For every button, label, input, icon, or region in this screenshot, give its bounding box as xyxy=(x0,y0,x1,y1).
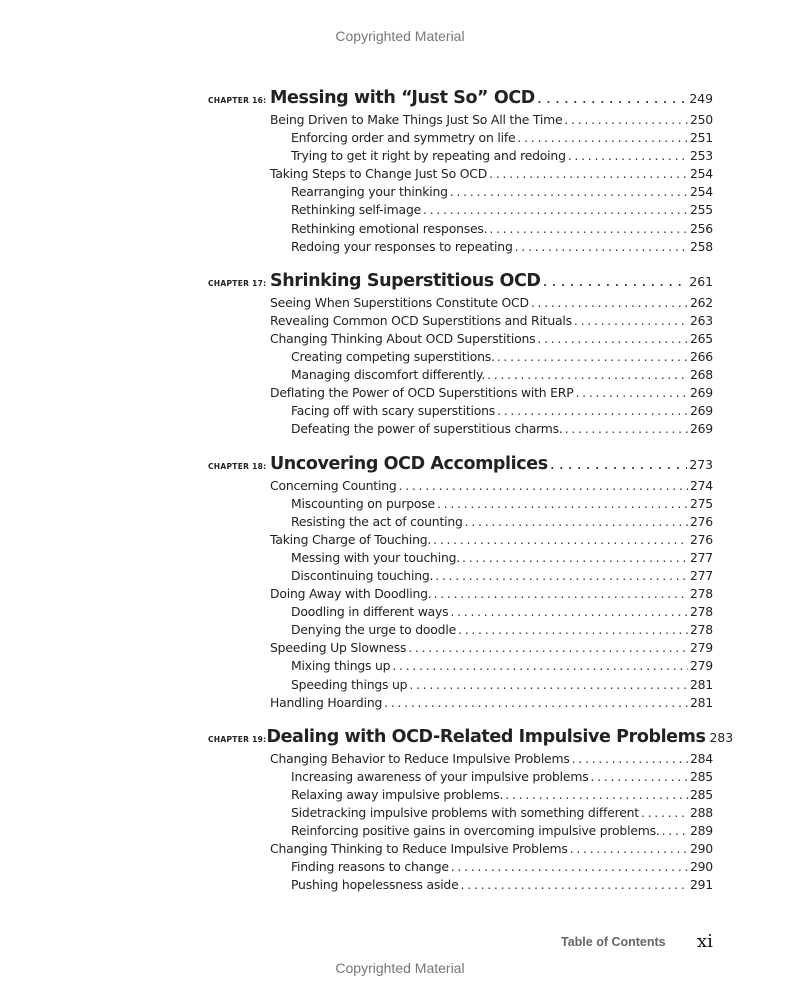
section-entry[interactable] xyxy=(208,841,713,859)
subsection-entry[interactable] xyxy=(208,184,713,202)
entry-page-number: 288 xyxy=(689,805,713,820)
entry-title: Redoing your responses to repeating xyxy=(291,238,513,254)
dot-leader xyxy=(399,478,688,493)
entry-title: Enforcing order and symmetry on life xyxy=(291,130,516,146)
entry-title: Increasing awareness of your impulsive problems xyxy=(291,768,589,784)
entry-page-number: 285 xyxy=(689,768,713,784)
dot-leader xyxy=(568,148,688,163)
dot-leader xyxy=(433,532,688,547)
subsection-entry[interactable] xyxy=(208,877,713,895)
entry-title: Deflating the Power of OCD Superstitions with ERP xyxy=(270,385,574,401)
entry-title: Speeding Up Slowness xyxy=(270,640,407,656)
entry-title: Concerning Counting xyxy=(270,477,397,493)
entry-page-number: 265 xyxy=(689,330,713,346)
entry-page-number: 278 xyxy=(689,586,713,602)
subsection-entry[interactable] xyxy=(208,239,713,257)
entry-page-number: 269 xyxy=(689,421,713,437)
dot-leader xyxy=(517,130,688,145)
entry-title: Taking Steps to Change Just So OCD xyxy=(270,166,488,182)
copyright-watermark-top: Copyrighted Material xyxy=(335,28,465,44)
dot-leader xyxy=(462,550,688,565)
section-entry[interactable] xyxy=(208,532,713,550)
entry-title: Taking Charge of Touching. xyxy=(270,531,432,547)
subsection-entry[interactable] xyxy=(208,677,713,695)
subsection-entry[interactable] xyxy=(208,550,713,568)
chapter-page-number: 283 xyxy=(709,729,734,745)
entry-title: Managing discomfort differently. xyxy=(291,367,486,383)
dot-leader xyxy=(537,88,687,107)
dot-leader xyxy=(384,695,688,710)
entry-title: Doodling in different ways xyxy=(291,604,449,620)
entry-title: Miscounting on purpose xyxy=(291,495,435,511)
entry-title: Trying to get it right by repeating and redoing xyxy=(291,148,566,164)
subsection-entry[interactable] xyxy=(208,658,713,676)
entry-page-number: 268 xyxy=(689,367,713,383)
entry-page-number: 258 xyxy=(689,238,713,254)
chapter-title: Shrinking Superstitious OCD xyxy=(270,270,541,291)
entry-title: Rearranging your thinking xyxy=(291,184,448,200)
entry-title: Reinforcing positive gains in overcoming impulsive problems. xyxy=(291,823,660,839)
dot-leader xyxy=(564,112,688,127)
entry-title: Doing Away with Doodling. xyxy=(270,586,432,602)
entry-page-number: 275 xyxy=(689,495,713,511)
entry-page-number: 281 xyxy=(689,694,713,710)
chapter-label: CHAPTER 19: xyxy=(208,734,267,744)
entry-title: Discontinuing touching. xyxy=(291,567,434,583)
entry-page-number: 263 xyxy=(689,312,713,328)
section-entry[interactable] xyxy=(208,295,713,313)
entry-page-number: 278 xyxy=(689,604,713,620)
copyright-watermark-bottom: Copyrighted Material xyxy=(335,960,465,976)
entry-page-number: 290 xyxy=(689,841,713,857)
dot-leader xyxy=(574,313,688,328)
entry-title: Denying the urge to doodle xyxy=(291,622,457,638)
entry-page-number: 276 xyxy=(689,513,713,529)
chapter-title: Messing with “Just So” OCD xyxy=(270,88,535,108)
chapter-heading-row[interactable] xyxy=(208,726,734,751)
dot-leader xyxy=(409,677,688,692)
entry-title: Speeding things up xyxy=(291,676,408,692)
entry-page-number: 250 xyxy=(689,112,713,127)
section-entry[interactable] xyxy=(208,586,713,604)
entry-page-number: 255 xyxy=(689,202,713,218)
subsection-entry[interactable] xyxy=(208,421,713,439)
subsection-entry[interactable] xyxy=(208,349,713,367)
dot-leader xyxy=(575,385,687,400)
entry-title: Changing Behavior to Reduce Impulsive Problems xyxy=(270,750,570,766)
dot-leader xyxy=(458,622,688,637)
chapter-label: CHAPTER 17: xyxy=(208,278,267,288)
section-entry[interactable] xyxy=(208,331,713,349)
section-entry[interactable] xyxy=(208,313,713,331)
toc-chapter xyxy=(208,726,734,896)
entry-title: Rethinking emotional responses. xyxy=(291,220,488,236)
subsection-entry[interactable] xyxy=(208,403,713,421)
chapter-label: CHAPTER 16: xyxy=(208,96,267,105)
entry-page-number: 269 xyxy=(689,385,713,401)
entry-page-number: 276 xyxy=(689,531,713,547)
entry-title: Handling Hoarding xyxy=(270,694,383,710)
dot-leader xyxy=(572,751,688,766)
entry-page-number: 253 xyxy=(689,148,713,164)
entry-title: Messing with your touching. xyxy=(291,549,461,565)
subsection-entry[interactable] xyxy=(208,202,713,220)
subsection-entry[interactable] xyxy=(208,568,713,586)
entry-title: Changing Thinking to Reduce Impulsive Problems xyxy=(270,841,568,857)
entry-page-number: 254 xyxy=(689,184,713,200)
subsection-entry[interactable] xyxy=(208,130,713,148)
entry-page-number: 262 xyxy=(689,294,713,310)
subsection-entry[interactable] xyxy=(208,514,713,532)
entry-title: Rethinking self-image xyxy=(291,202,422,218)
section-entry[interactable] xyxy=(208,166,713,184)
subsection-entry[interactable] xyxy=(208,823,713,841)
subsection-entry[interactable] xyxy=(208,769,713,787)
subsection-entry[interactable] xyxy=(208,787,713,805)
entry-page-number: 277 xyxy=(689,549,713,565)
dot-leader xyxy=(487,367,688,382)
chapter-label: CHAPTER 18: xyxy=(208,461,267,471)
chapter-heading-row[interactable] xyxy=(208,454,713,478)
subsection-entry[interactable] xyxy=(208,367,713,385)
entry-page-number: 266 xyxy=(689,349,713,365)
running-footer-section: Table of Contents xyxy=(561,935,666,949)
chapter-heading-row[interactable] xyxy=(208,88,713,112)
dot-leader xyxy=(550,454,688,473)
subsection-entry[interactable] xyxy=(208,622,713,640)
section-entry[interactable] xyxy=(208,695,713,713)
chapter-page-number: 273 xyxy=(689,456,713,472)
entry-page-number: 291 xyxy=(689,877,713,893)
entry-page-number: 269 xyxy=(689,403,713,419)
entry-page-number: 285 xyxy=(689,786,713,802)
toc-chapter xyxy=(208,454,713,713)
entry-page-number: 279 xyxy=(689,658,713,674)
page-number: xi xyxy=(697,931,713,952)
entry-page-number: 284 xyxy=(689,750,713,766)
dot-leader xyxy=(662,823,688,838)
dot-leader xyxy=(497,349,688,364)
dot-leader xyxy=(565,421,688,436)
entry-page-number: 279 xyxy=(689,640,713,656)
entry-page-number: 289 xyxy=(689,823,713,839)
dot-leader xyxy=(641,805,688,820)
entry-title: Resisting the act of counting xyxy=(291,513,463,529)
entry-page-number: 254 xyxy=(689,166,713,182)
entry-title: Defeating the power of superstitious charms. xyxy=(291,421,563,437)
dot-leader xyxy=(392,658,688,673)
subsection-entry[interactable] xyxy=(208,496,713,514)
subsection-entry[interactable] xyxy=(208,604,713,622)
dot-leader xyxy=(489,221,688,236)
dot-leader xyxy=(450,604,688,619)
section-entry[interactable] xyxy=(208,478,713,496)
entry-title: Changing Thinking About OCD Superstitions xyxy=(270,330,536,346)
entry-title: Seeing When Superstitions Constitute OCD xyxy=(270,294,529,310)
dot-leader xyxy=(435,568,688,583)
entry-title: Creating competing superstitions. xyxy=(291,349,495,365)
dot-leader xyxy=(497,403,688,418)
dot-leader xyxy=(434,586,688,601)
entry-page-number: 290 xyxy=(689,859,713,875)
chapter-page-number: 249 xyxy=(689,91,713,106)
subsection-entry[interactable] xyxy=(208,221,713,239)
dot-leader xyxy=(590,769,687,784)
entry-page-number: 278 xyxy=(689,622,713,638)
dot-leader xyxy=(537,331,688,346)
entry-title: Finding reasons to change xyxy=(291,859,449,875)
entry-page-number: 274 xyxy=(689,477,713,493)
dot-leader xyxy=(423,202,688,217)
chapter-title: Dealing with OCD-Related Impulsive Problems xyxy=(266,726,706,747)
entry-title: Mixing things up xyxy=(291,658,391,674)
section-entry[interactable] xyxy=(208,751,713,769)
toc-chapter xyxy=(208,88,713,257)
section-entry[interactable] xyxy=(208,112,713,130)
dot-leader xyxy=(437,496,688,511)
entry-page-number: 256 xyxy=(689,220,713,236)
dot-leader xyxy=(515,239,688,254)
subsection-entry[interactable] xyxy=(208,148,713,166)
subsection-entry[interactable] xyxy=(208,805,713,823)
entry-title: Sidetracking impulsive problems with something different xyxy=(291,805,639,820)
section-entry[interactable] xyxy=(208,640,713,658)
dot-leader xyxy=(531,295,688,310)
dot-leader xyxy=(505,787,688,802)
chapter-heading-row[interactable] xyxy=(208,271,713,295)
subsection-entry[interactable] xyxy=(208,859,713,877)
dot-leader xyxy=(451,859,688,874)
dot-leader xyxy=(450,184,688,199)
entry-title: Relaxing away impulsive problems. xyxy=(291,786,504,802)
toc-chapter xyxy=(208,271,713,440)
dot-leader xyxy=(570,841,688,856)
dot-leader xyxy=(489,166,688,181)
dot-leader xyxy=(465,514,688,529)
entry-title: Facing off with scary superstitions xyxy=(291,403,496,419)
dot-leader xyxy=(408,640,688,655)
dot-leader xyxy=(461,877,688,892)
entry-title: Being Driven to Make Things Just So All the Time xyxy=(270,112,563,127)
entry-title: Revealing Common OCD Superstitions and Rituals xyxy=(270,312,572,328)
dot-leader xyxy=(543,271,688,290)
entry-page-number: 277 xyxy=(689,567,713,583)
entry-page-number: 281 xyxy=(689,676,713,692)
entry-title: Pushing hopelessness aside xyxy=(291,877,459,893)
entry-page-number: 251 xyxy=(689,130,713,146)
section-entry[interactable] xyxy=(208,385,713,403)
chapter-title: Uncovering OCD Accomplices xyxy=(270,453,548,474)
table-of-contents xyxy=(208,88,734,909)
chapter-page-number: 261 xyxy=(689,273,713,289)
